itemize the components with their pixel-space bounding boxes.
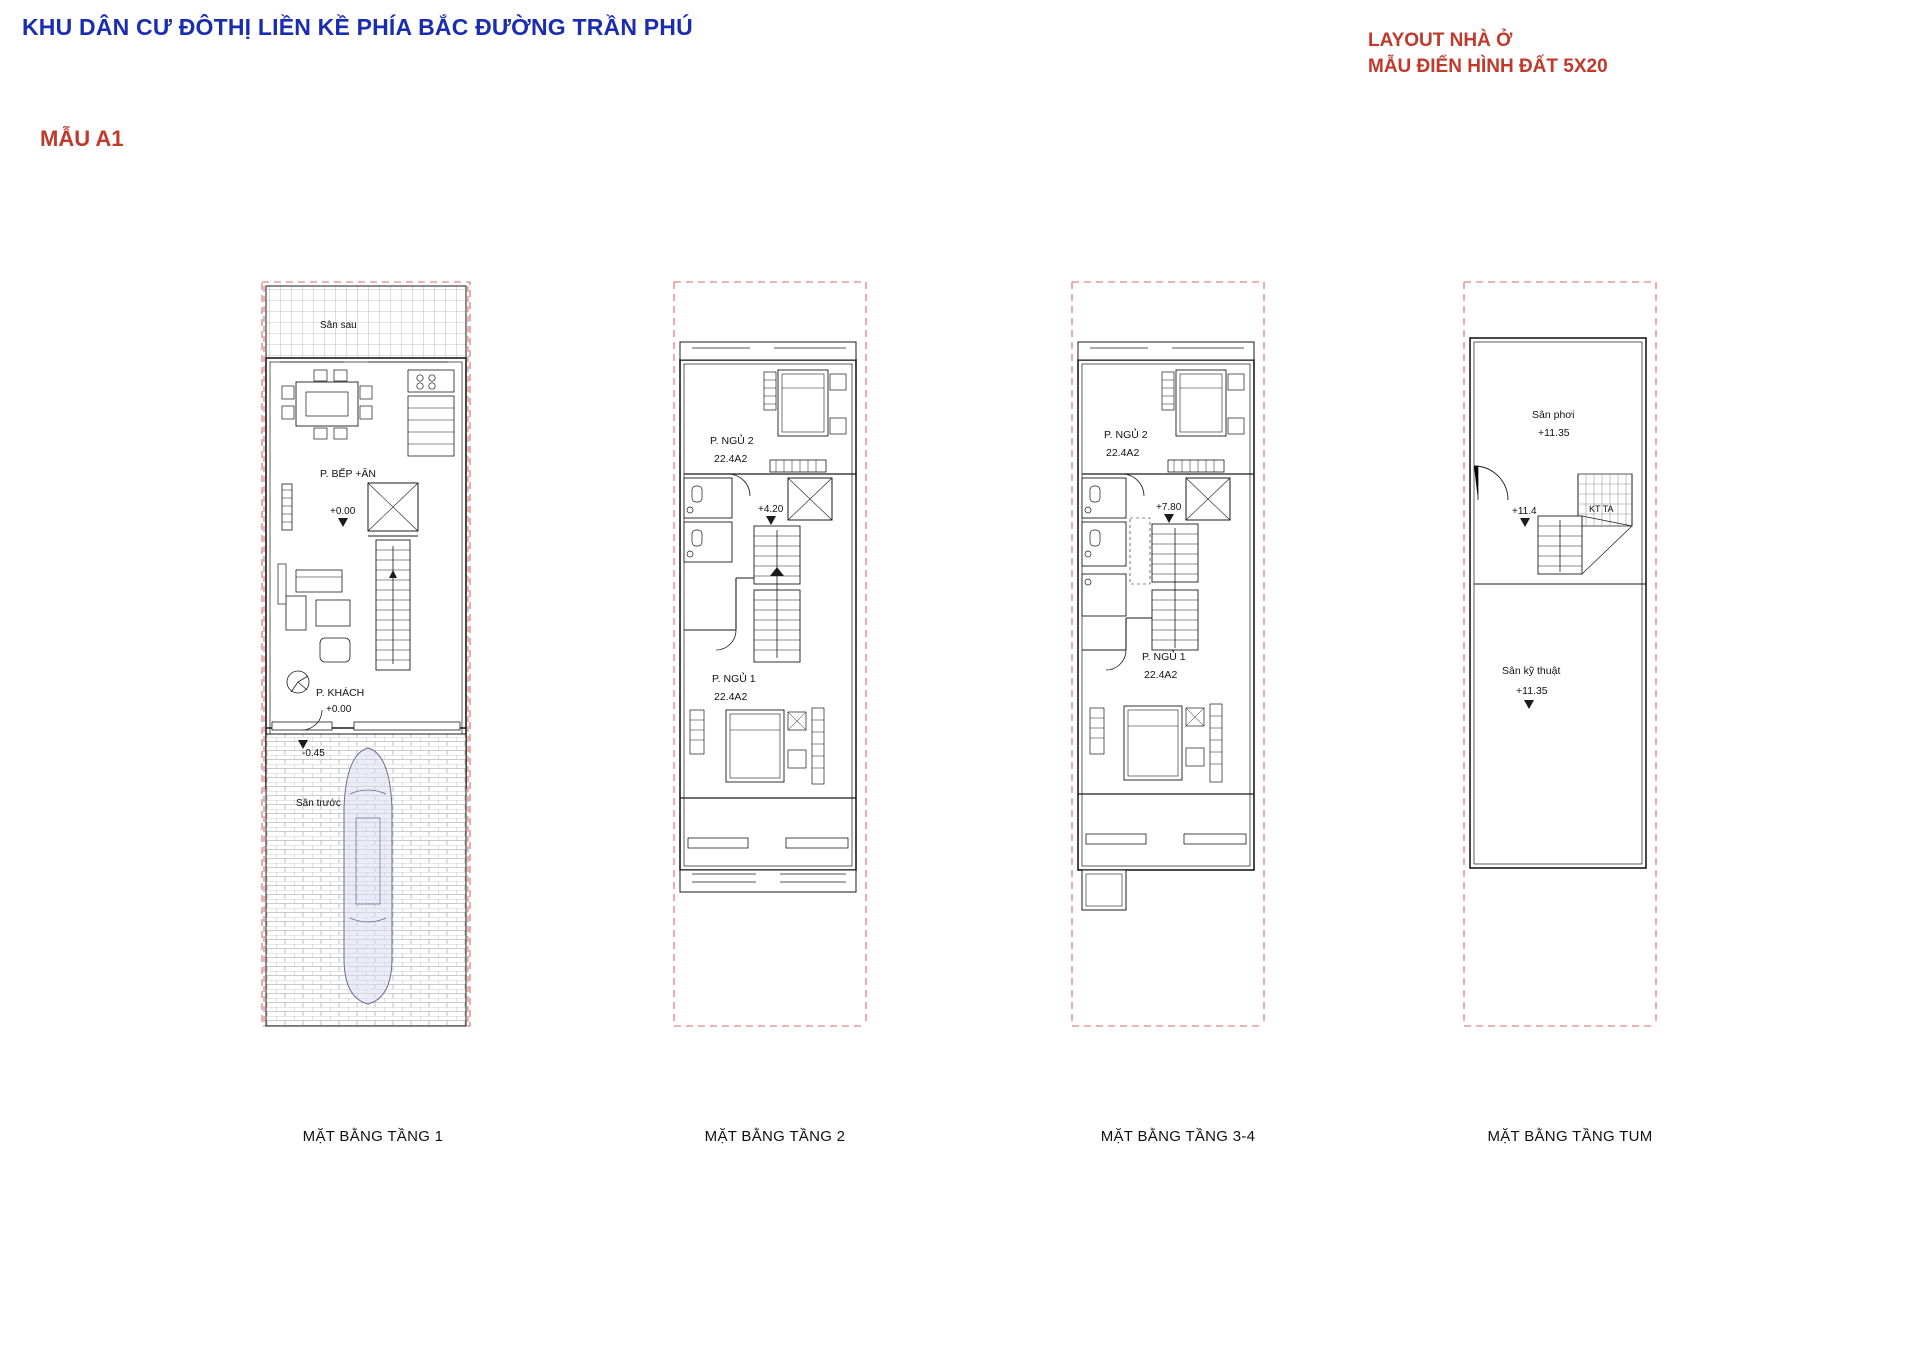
svg-text:P. NGỦ 2: P. NGỦ 2 — [710, 435, 754, 447]
svg-text:P. NGỦ 1: P. NGỦ 1 — [712, 673, 756, 685]
svg-text:22.4A2: 22.4A2 — [714, 691, 748, 703]
drawing-title-line1: LAYOUT NHÀ Ở — [1368, 30, 1513, 51]
caption-floor-1: MẶT BẰNG TẦNG 1 — [302, 1128, 444, 1145]
svg-text:+7.80: +7.80 — [1156, 502, 1182, 513]
svg-text:P. KHÁCH: P. KHÁCH — [316, 687, 365, 699]
caption-floor-3-4: MẶT BẰNG TẦNG 3-4 — [1100, 1128, 1256, 1145]
page-title: KHU DÂN CƯ ĐÔTHỊ LIỀN KỀ PHÍA BẮC ĐƯỜNG TRẦN PHÚ — [22, 14, 693, 40]
svg-text:P. NGỦ 1: P. NGỦ 1 — [1142, 651, 1186, 663]
svg-text:Sân kỹ thuật: Sân kỹ thuật — [1502, 665, 1561, 677]
svg-text:22.4A2: 22.4A2 — [1144, 669, 1178, 681]
svg-text:Sân phơi: Sân phơi — [1532, 409, 1575, 421]
svg-text:22.4A2: 22.4A2 — [714, 453, 748, 465]
svg-text:+4.20: +4.20 — [758, 504, 784, 515]
caption-floor-tum: MẶT BẰNG TẦNG TUM — [1487, 1128, 1653, 1145]
caption-floor-2: MẶT BẰNG TẦNG 2 — [704, 1128, 846, 1145]
svg-text:P. BẾP +ĂN: P. BẾP +ĂN — [320, 468, 376, 480]
svg-text:+11.35: +11.35 — [1538, 427, 1570, 439]
svg-text:+11.4: +11.4 — [1512, 506, 1537, 517]
drawing-title-line2: MẪU ĐIỂN HÌNH ĐẤT 5X20 — [1368, 55, 1608, 77]
svg-text:Sân trước: Sân trước — [296, 798, 341, 809]
floor-plan-tum — [1460, 278, 1670, 1038]
svg-text:+0.00: +0.00 — [326, 704, 352, 715]
drawing-title-block — [1368, 28, 1608, 79]
svg-text:-0.45: -0.45 — [302, 748, 325, 759]
svg-text:22.4A2: 22.4A2 — [1106, 447, 1140, 459]
floor-plan-3-4 — [1068, 278, 1278, 1038]
floor-plan-2 — [670, 278, 880, 1038]
svg-text:P. NGỦ 2: P. NGỦ 2 — [1104, 429, 1148, 441]
svg-text:KT TA: KT TA — [1589, 504, 1614, 514]
floor-plan-1 — [258, 278, 488, 1038]
svg-text:+0.00: +0.00 — [330, 506, 356, 517]
svg-text:+11.35: +11.35 — [1516, 685, 1548, 697]
model-label: MẪU A1 — [40, 126, 124, 151]
svg-text:Sân sau: Sân sau — [320, 320, 357, 331]
